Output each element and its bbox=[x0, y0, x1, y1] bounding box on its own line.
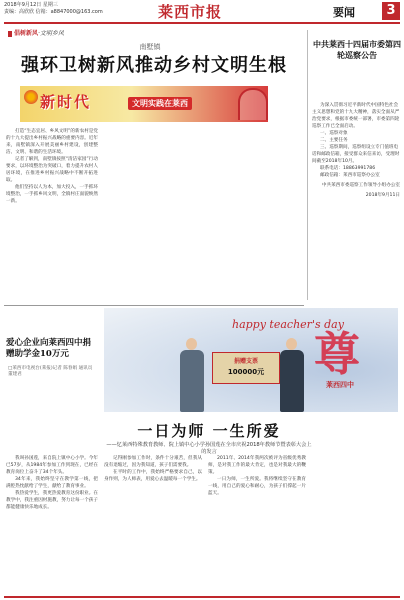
column-divider bbox=[307, 30, 308, 300]
story-paragraph: 一日为师，一生所爱。我将继续坚守在教育一线，用自己的爱心和耐心，为孩子们撑起一片蓝天。 bbox=[208, 477, 306, 496]
section-divider bbox=[4, 305, 304, 306]
tag-bar-icon bbox=[8, 31, 12, 37]
notice-paragraph: 为深入贯彻习近平新时代中国特色社会主义思想和党的十九大精神，落实全面从严治党要求，根据市委统一部署，市委第四轮巡察工作已全面启动。 bbox=[312, 103, 400, 129]
page-header bbox=[0, 0, 404, 22]
story-paragraph: 在平时的工作中，我始终严格要求自己，以身作则，为人师表，用爱心去温暖每一个学生。 bbox=[104, 470, 202, 482]
donation-check-board bbox=[212, 352, 280, 384]
notice-paragraph: 联系电话：18863991786 bbox=[320, 166, 376, 171]
arch-icon bbox=[238, 88, 268, 120]
story-subtitle: ——忆莱西特殊教育教师、院上镇中心小学孙国莲在全市庆祝2018年教师节暨表彰大会上的发言 bbox=[106, 442, 312, 455]
notice-paragraph: 二、主要任务 bbox=[320, 138, 348, 143]
story-paragraph: 我热爱学生，我更热爱教育这份职业。在教学中，我注重因材施教，努力让每一个孩子都能健康快乐地成长。 bbox=[6, 491, 98, 510]
photo-big-character: 尊 bbox=[314, 327, 360, 381]
donation-photo bbox=[104, 308, 398, 412]
person-head bbox=[286, 338, 297, 350]
story-headline: 一日为师 一生所爱 bbox=[137, 422, 281, 440]
person-figure bbox=[280, 350, 304, 412]
notice-headline: 中共莱西十四届市委第四轮巡察公告 bbox=[313, 39, 401, 60]
column-tag-subtitle: ·文明乡风 bbox=[38, 30, 64, 37]
section-title: 要闻 bbox=[333, 6, 355, 19]
lead-headline: 强环卫树新风推动乡村文明生根 bbox=[21, 55, 287, 76]
lead-paragraph: 他们坚持以人为本，加大投入，一手抓环境整治，一手抓乡风文明，全镇村庄面貌焕然一新。 bbox=[6, 185, 98, 204]
person-figure bbox=[180, 350, 204, 412]
story-paragraph: 34年来，我始终坚守在教学第一线，把满腔热忱献给了学生，献给了教育事业。 bbox=[6, 477, 98, 489]
lead-paragraph: 打造“生态宜居、乡风文明”的新农村是党的十九大提出乡村振兴战略的重要内容。近年来，南墅镇深入开展美丽乡村建设，创建整洁、文明、和谐的生活环境。 bbox=[6, 129, 98, 155]
column-tag bbox=[8, 28, 64, 37]
lead-paragraph: 记者了解到，南墅镇按照“清洁家园”行动要求，以环境整治为突破口，着力提升农村人居环境，在推进乡村振兴战略中不断开拓进取。 bbox=[6, 157, 98, 183]
lead-body-col-1 bbox=[6, 128, 98, 300]
banner-text: 新时代 bbox=[40, 93, 92, 111]
story-paragraph: 2011年、2014年我两次被评为省级优秀教师，是对我工作的最大肯定，也是对我最大的鞭策。 bbox=[208, 456, 306, 475]
header-rule bbox=[4, 22, 400, 24]
lead-body-col-2 bbox=[104, 128, 198, 300]
newspaper-logo: 莱西市报 bbox=[158, 3, 223, 21]
board-amount: 100000元 bbox=[227, 368, 265, 376]
date-line: 2018年9月12日 星期三 bbox=[4, 2, 58, 8]
notice-paragraph: 一、巡察对象 bbox=[320, 131, 348, 136]
flower-icon bbox=[24, 90, 38, 104]
sub-headline: 爱心企业向莱西四中捐赠助学金10万元 bbox=[6, 338, 92, 359]
story-paragraph: 记得刚参加工作时，条件十分艰苦，但我从没有退缩过，因为我知道，孩子们需要我。 bbox=[104, 456, 202, 468]
lead-kicker: 南墅镇 bbox=[139, 43, 161, 51]
page-number: 3 bbox=[382, 2, 400, 20]
notice-signature: 中共莱西市委巡察工作领导小组办公室 bbox=[321, 183, 400, 188]
lead-body-col-3 bbox=[204, 128, 302, 300]
board-title: 捐赠支票 bbox=[233, 358, 258, 365]
banner-slogan: 文明实践在莱西 bbox=[128, 97, 192, 110]
notice-paragraph: 邮政信箱：莱西市巡察办公室 bbox=[320, 173, 380, 178]
story-col-1 bbox=[6, 455, 98, 595]
column-tag-label: 倡树新风 bbox=[14, 30, 39, 37]
lead-banner bbox=[20, 86, 268, 122]
photo-banner: happy teacher's day bbox=[232, 318, 344, 331]
footer-rule bbox=[4, 596, 400, 598]
story-col-2 bbox=[104, 455, 202, 595]
story-col-3 bbox=[208, 455, 306, 595]
story-paragraph: 我叫孙国莲，来自院上镇中心小学。今年已57岁，从1984年参加工作到现在，已经在教育岗位上奋斗了34个年头。 bbox=[6, 456, 98, 475]
person-head bbox=[186, 338, 197, 350]
editor-line: 责编：高欣欣 信箱：a8847000@163.com bbox=[4, 9, 103, 15]
sub-byline: □莱西市电视台(莱报)记者 陈春娟 通讯员 董建君 bbox=[8, 366, 93, 377]
photo-school-name: 莱西四中 bbox=[326, 381, 354, 389]
notice-paragraph: 三、巡察期间，巡察组设立专门值班电话和邮政信箱，接受群众来信来访，受理时间截至2018年10月。 bbox=[312, 145, 400, 164]
header-meta bbox=[4, 2, 103, 16]
notice-date: 2018年9月11日 bbox=[365, 193, 400, 198]
